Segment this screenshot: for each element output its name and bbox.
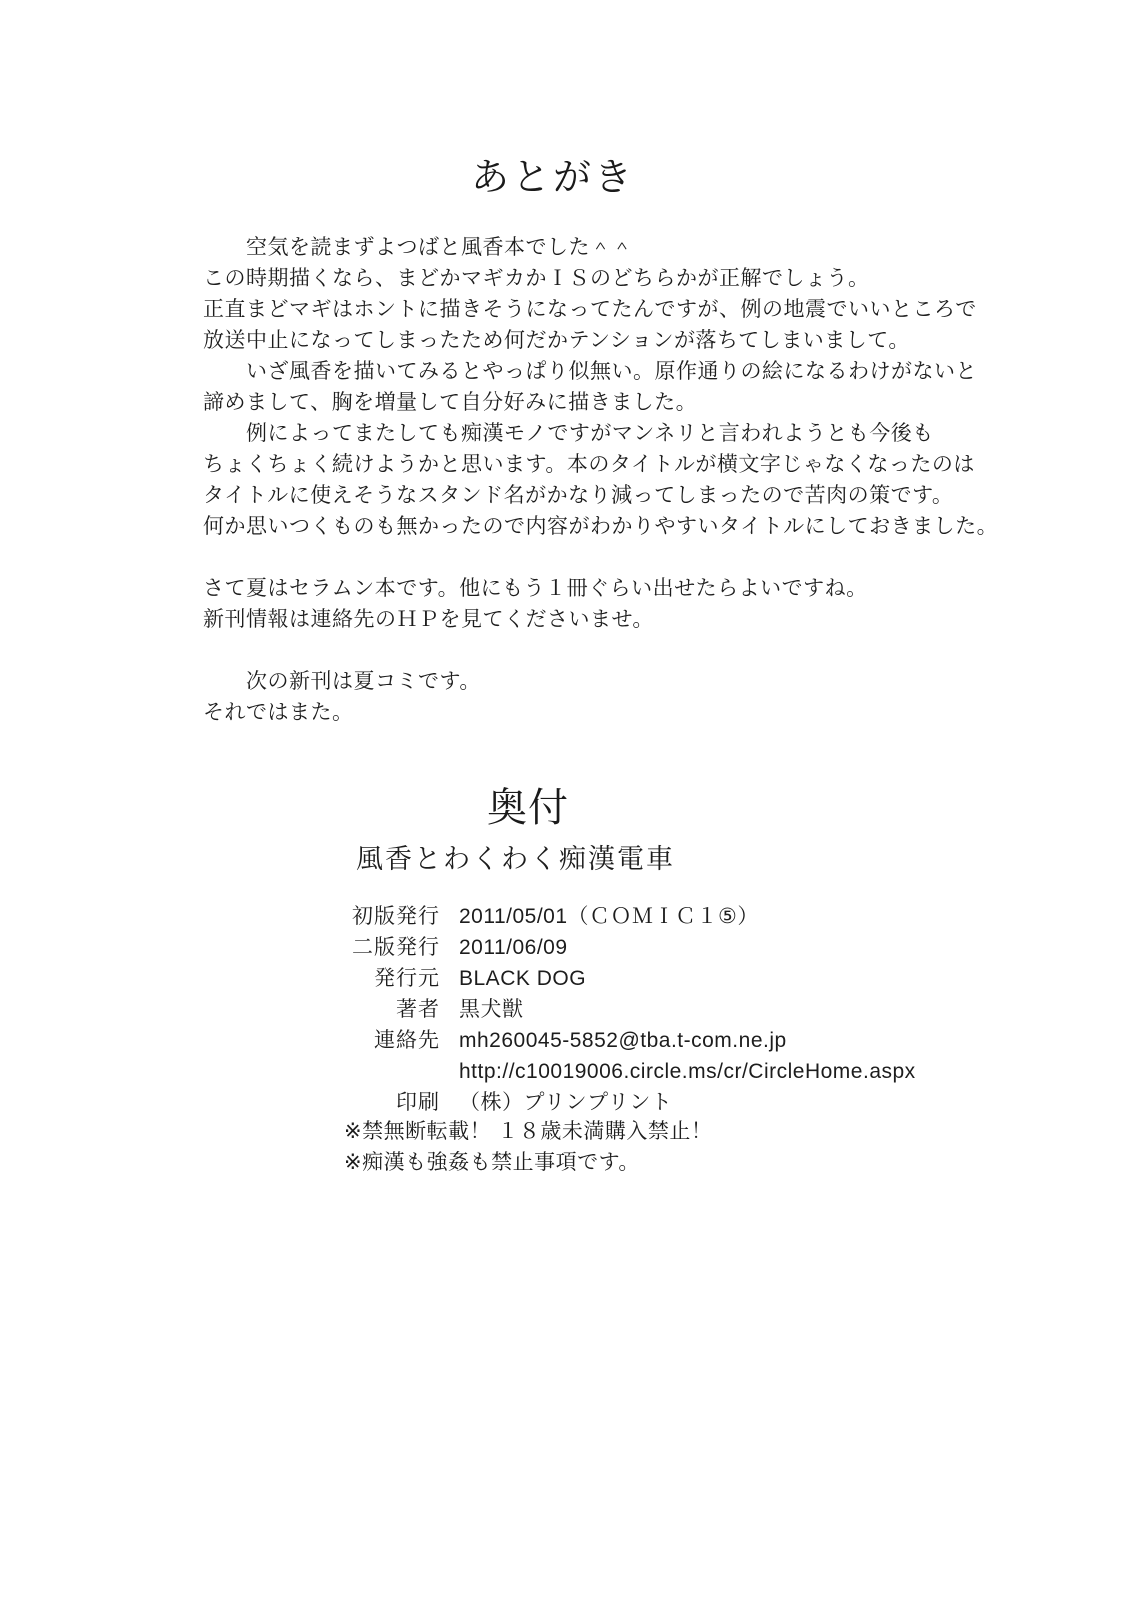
afterword-paragraph xyxy=(203,666,1003,728)
colophon-row-label: 発行元 xyxy=(374,967,440,990)
colophon-row-label xyxy=(0,1056,440,1087)
notice-fiction-disclaimer: ※痴漢も強姦も禁止事項です。 xyxy=(344,1151,640,1174)
colophon-row-value: BLACK DOG xyxy=(459,967,587,990)
colophon-rows xyxy=(0,901,916,1118)
afterword-paragraph xyxy=(203,573,1003,635)
colophon-row-value: 2011/06/09 xyxy=(459,936,568,959)
afterword-body xyxy=(203,232,1003,759)
contact-url-text: http://c10019006.circle.ms/cr/CircleHome.aspx xyxy=(459,1060,916,1083)
colophon-row-publisher xyxy=(0,963,916,994)
colophon-row-contact-url xyxy=(0,1056,916,1087)
colophon-row-label: 初版発行 xyxy=(352,905,440,928)
colophon-row-author xyxy=(0,994,916,1025)
colophon-title: 奥付 xyxy=(487,786,569,830)
afterword-title: あとがき xyxy=(470,157,635,199)
colophon-row-value: （株）プリンプリント xyxy=(459,1091,673,1114)
afterword-line: それではまた。 xyxy=(203,701,354,724)
afterword-line: タイトルに使えそうなスタンド名がかなり減ってしまったので苦肉の策です。 xyxy=(203,484,954,507)
afterword-line: ちょくちょく続けようかと思います。本のタイトルが横文字じゃなくなったのは xyxy=(203,453,975,476)
colophon-row-printer xyxy=(0,1087,916,1118)
colophon-row-first-edition xyxy=(0,901,916,932)
colophon-row-value: 2011/05/01（ＣＯＭＩＣ１⑤） xyxy=(459,905,759,928)
afterword-line: 放送中止になってしまったため何だかテンションが落ちてしまいまして。 xyxy=(203,329,910,352)
notice-no-reproduction: ※禁無断転載！ １８歳未満購入禁止！ xyxy=(344,1120,713,1143)
colophon-row-label: 著者 xyxy=(396,998,440,1021)
afterword-line: 例によってまたしても痴漢モノですがマンネリと言われようとも今後も xyxy=(203,422,934,445)
afterword-line: いざ風香を描いてみるとやっぱり似無い。原作通りの絵になるわけがないと xyxy=(203,360,977,383)
book-title: 風香とわくわく痴漢電車 xyxy=(356,844,675,874)
colophon-row-label: 連絡先 xyxy=(374,1029,440,1052)
afterword-line: 新刊情報は連絡先のＨＰを見てくださいませ。 xyxy=(203,608,654,631)
afterword-line: 次の新刊は夏コミです。 xyxy=(203,670,481,693)
afterword-line: この時期描くなら、まどかマギカかＩＳのどちらかが正解でしょう。 xyxy=(203,267,870,290)
afterword-line: さて夏はセラムン本です。他にもう１冊ぐらい出せたらよいですね。 xyxy=(203,577,868,600)
colophon-row-label: 印刷 xyxy=(396,1091,440,1114)
afterword-line: 空気を読まずよつばと風香本でした＾＾ xyxy=(203,236,633,259)
colophon-row-second-edition xyxy=(0,932,916,963)
afterword-paragraph xyxy=(203,232,1003,542)
colophon-row-value: 黒犬獣 xyxy=(459,998,524,1021)
afterword-line: 何か思いつくものも無かったので内容がわかりやすいタイトルにしておきました。 xyxy=(203,515,999,538)
contact-email-text: mh260045-5852@tba.t-com.ne.jp xyxy=(459,1029,787,1052)
afterword-line: 諦めまして、胸を増量して自分好みに描きました。 xyxy=(203,391,698,414)
afterword-line: 正直まどマギはホントに描きそうになってたんですが、例の地震でいいところで xyxy=(203,298,977,321)
colophon-row-contact-email xyxy=(0,1025,916,1056)
colophon-notices xyxy=(344,1116,712,1178)
colophon-row-label: 二版発行 xyxy=(352,936,440,959)
